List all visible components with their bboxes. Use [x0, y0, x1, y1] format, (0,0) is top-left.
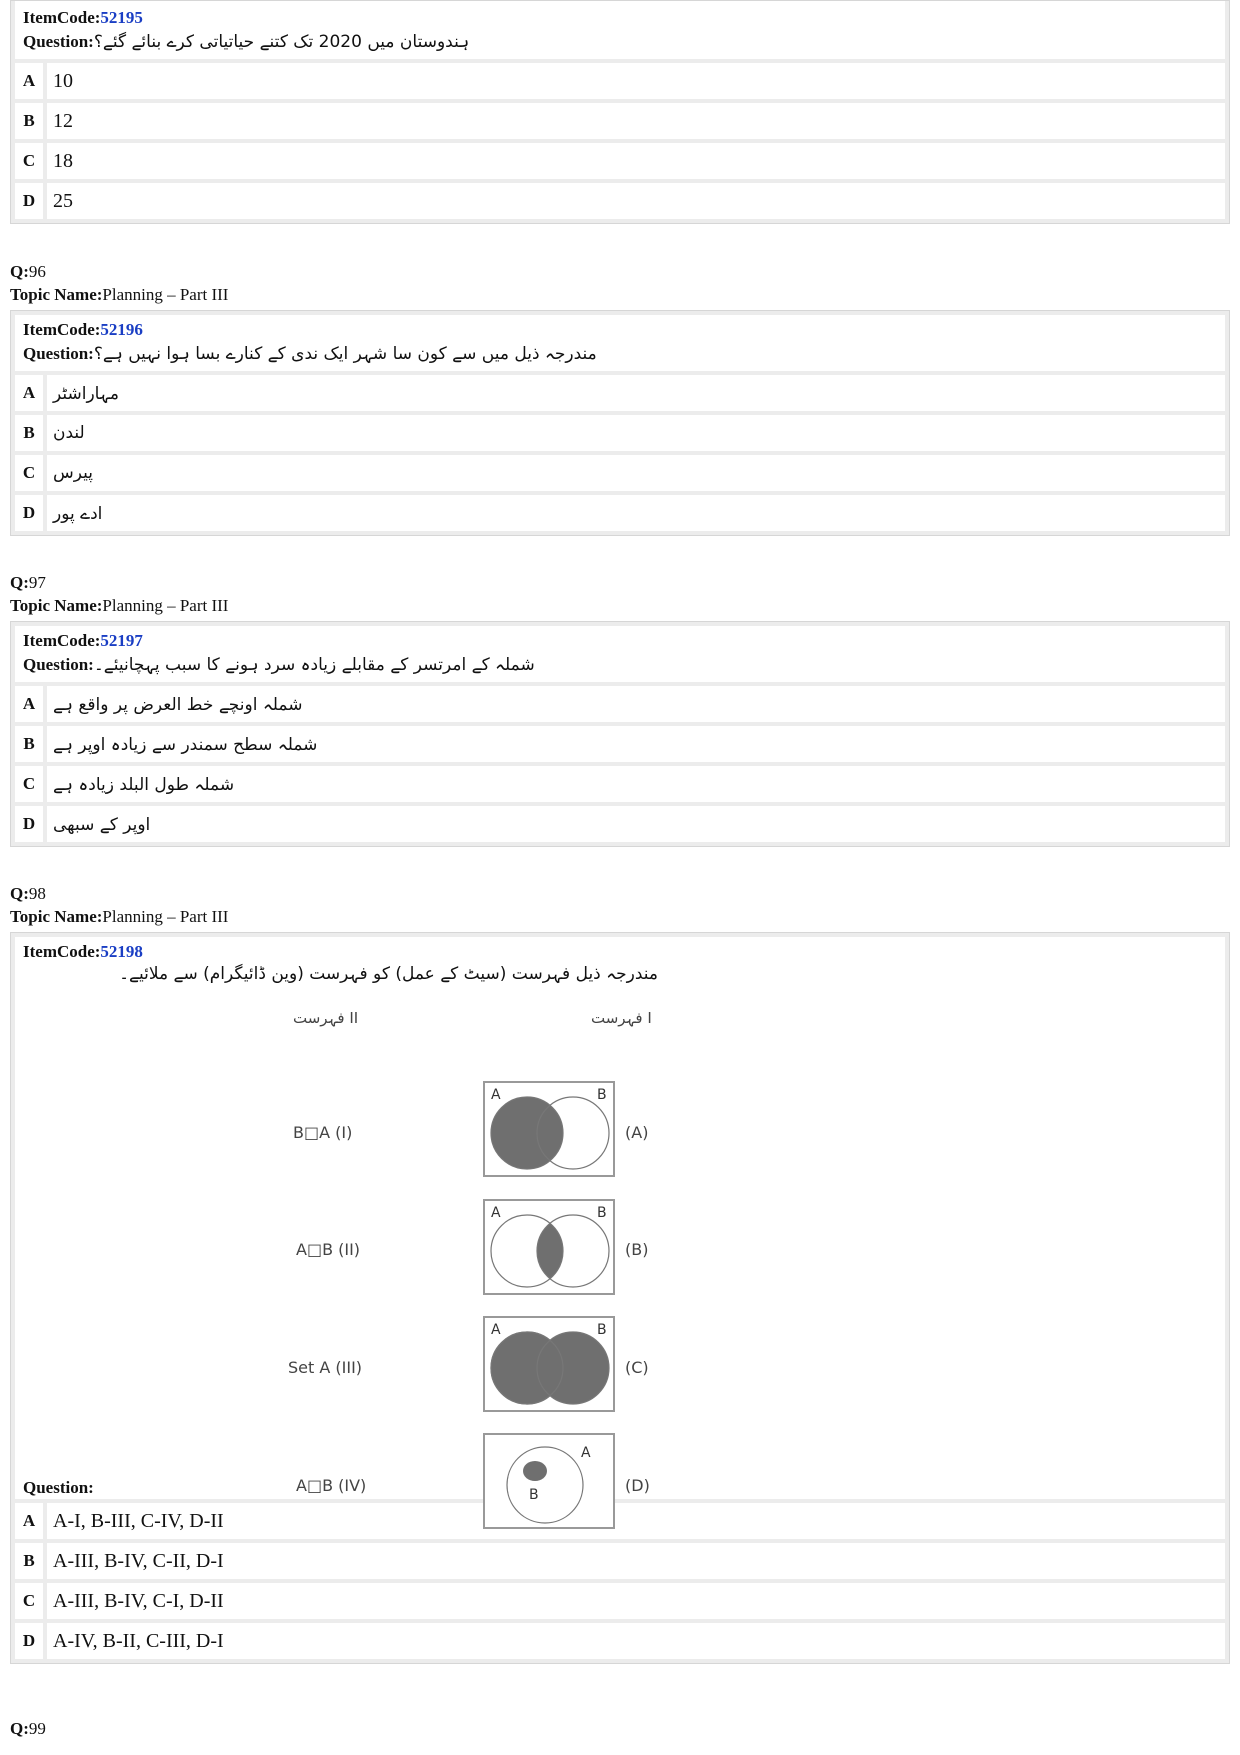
venn-diagram-b	[483, 1199, 615, 1295]
option-c[interactable]: C A-III, B-IV, C-I, D-II	[15, 1583, 1225, 1619]
question-card-52195	[10, 0, 1230, 224]
venn-diagram-a	[483, 1081, 615, 1177]
option-c[interactable]: C 18	[15, 143, 1225, 179]
question-header	[15, 937, 1225, 1503]
question-card-52198	[10, 932, 1230, 1664]
question-header	[15, 315, 1225, 371]
option-b[interactable]: B 12	[15, 103, 1225, 139]
option-d[interactable]: D 25	[15, 183, 1225, 219]
option-c[interactable]: C پیرس	[15, 455, 1225, 491]
venn-label-b: B	[597, 1087, 607, 1103]
list-2-header: فہرست II	[293, 1009, 359, 1027]
option-a[interactable]: A شملہ اونچے خط العرض پر واقع ہے	[15, 686, 1225, 722]
venn-label-a: A	[491, 1322, 501, 1338]
list-1-header: فہرست I	[591, 1009, 652, 1027]
question-number: Q:98	[10, 884, 46, 903]
question-number: Q:96	[10, 262, 46, 281]
option-b[interactable]: B لندن	[15, 415, 1225, 451]
question-header	[15, 626, 1225, 682]
set-expr-ii: A□B (II)	[296, 1240, 361, 1259]
option-c[interactable]: C شملہ طول البلد زیادہ ہے	[15, 766, 1225, 802]
venn-tag-b: (B)	[625, 1240, 649, 1259]
question-text: مندرجہ ذیل فہرست (سیٹ کے عمل) کو فہرست (وین ڈائیگرام) سے ملائیے۔	[119, 964, 658, 984]
item-code: ItemCode:52195	[23, 8, 143, 27]
venn-label-a: A	[491, 1087, 501, 1103]
option-a[interactable]: A A-I, B-III, C-IV, D-II	[15, 1503, 1225, 1539]
item-code: ItemCode:52197	[23, 631, 143, 650]
option-a[interactable]: A 10	[15, 63, 1225, 99]
option-b[interactable]: B شملہ سطح سمندر سے زیادہ اوپر ہے	[15, 726, 1225, 762]
venn-label-b: B	[529, 1487, 539, 1503]
option-a[interactable]: A مہاراشٹر	[15, 375, 1225, 411]
topic-name: Topic Name:Planning – Part III	[10, 596, 229, 615]
venn-tag-a: (A)	[625, 1123, 649, 1142]
question-text: شملہ کے امرتسر کے مقابلے زیادہ سرد ہونے کا سبب پہچانیئے۔	[93, 655, 535, 675]
topic-name: Topic Name:Planning – Part III	[10, 285, 229, 304]
venn-label-a: A	[491, 1205, 501, 1221]
question-card-52197	[10, 621, 1230, 847]
question-line: Question: ہندوستان میں 2020 تک کتنے حیاتیاتی کرے بنائے گئے؟	[23, 29, 1217, 55]
item-code: ItemCode:52196	[23, 320, 143, 339]
question-line: Question: مندرجہ ذیل میں سے کون سا شہر ایک ندی کے کنارے بسا ہوا نہیں ہے؟	[23, 341, 1217, 367]
question-label: Question:	[23, 1478, 94, 1497]
venn-diagram-c	[483, 1316, 615, 1412]
question-text: ہندوستان میں 2020 تک کتنے حیاتیاتی کرے بنائے گئے؟	[93, 32, 470, 52]
venn-tag-c: (C)	[625, 1358, 649, 1377]
set-expr-i: B□A (I)	[293, 1123, 353, 1142]
venn-tag-d: (D)	[625, 1476, 650, 1495]
question-number: Q:97	[10, 573, 46, 592]
set-expr-iv: A□B (IV)	[296, 1476, 367, 1495]
question-line: Question: شملہ کے امرتسر کے مقابلے زیادہ سرد ہونے کا سبب پہچانیئے۔	[23, 652, 1217, 678]
item-code: ItemCode:52198	[23, 942, 143, 961]
venn-label-b: B	[597, 1322, 607, 1338]
venn-label-a: A	[581, 1445, 591, 1461]
question-header	[15, 1, 1225, 59]
option-d[interactable]: D اوپر کے سبھی	[15, 806, 1225, 842]
question-card-52196	[10, 310, 1230, 536]
question-text: مندرجہ ذیل میں سے کون سا شہر ایک ندی کے کنارے بسا ہوا نہیں ہے؟	[93, 344, 597, 364]
option-d[interactable]: D ادے پور	[15, 495, 1225, 531]
option-d[interactable]: D A-IV, B-II, C-III, D-I	[15, 1623, 1225, 1659]
topic-name: Topic Name:Planning – Part III	[10, 907, 229, 926]
set-expr-iii: Set A (III)	[288, 1358, 363, 1377]
option-b[interactable]: B A-III, B-IV, C-II, D-I	[15, 1543, 1225, 1579]
venn-diagram-d	[483, 1433, 615, 1529]
question-number: Q:99	[10, 1719, 46, 1738]
venn-label-b: B	[597, 1205, 607, 1221]
